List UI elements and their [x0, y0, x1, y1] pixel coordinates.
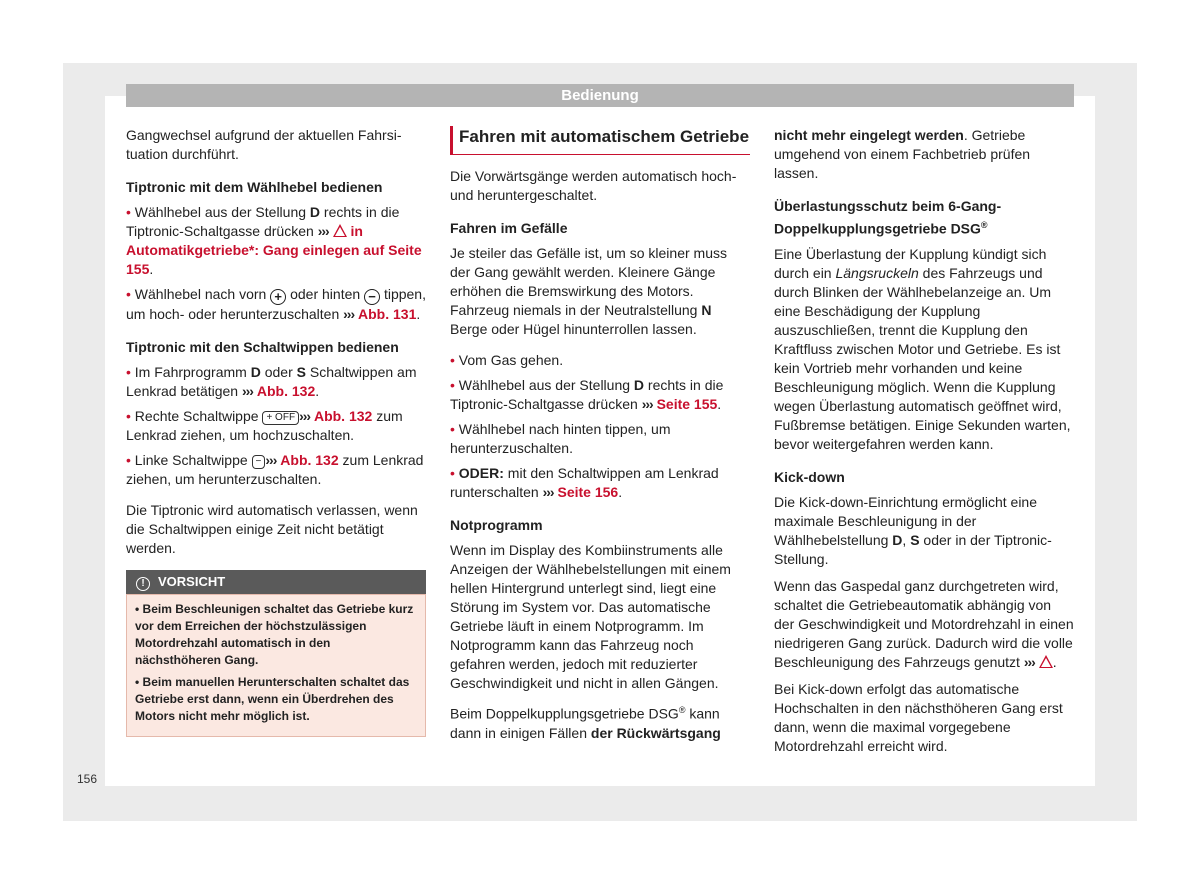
column-right — [774, 126, 1074, 764]
subheading: Notprogramm — [450, 517, 543, 533]
bullet-icon: • — [135, 675, 140, 689]
reference-arrow-icon: ››› — [317, 223, 329, 239]
page-reference-link[interactable]: Seite 155 — [656, 396, 718, 412]
list-item: • Rechte Schaltwippe + OFF ››› Abb. 132 zum Lenkrad ziehen, um hochzuschalten. — [126, 408, 403, 443]
figure-reference-link[interactable]: Abb. 132 — [313, 408, 373, 424]
paragraph: nicht mehr eingelegt werden. Getriebe umgehend von einem Fachbetrieb prüfen lassen. — [774, 127, 1031, 181]
paragraph: Eine Überlastung der Kupplung kündigt sich durch ein Längsruckeln des Fahrzeugs und durch Blinken der Wählhebelanzeige an. Um eine Beschädigung der Kupplung auszuschließen, trennt die Kupplung den Kraftfluss zwischen Motor und Getriebe. Es ist kein Vortrieb mehr vorhanden und keine Beschleunigung möglich. Wenn die Kupplung wegen Überlastung automatisch geöffnet wird, Fußbremse betätigen. Einige Sekunden warten, bevor weitergefahren werden kann. — [774, 245, 1071, 452]
caution-box — [126, 570, 426, 737]
caution-icon: ! — [136, 577, 150, 591]
paragraph: Beim Doppelkupplungsgetriebe DSG® kann dann in einigen Fällen der Rückwärtsgang — [450, 705, 721, 741]
paddle-minus-icon: − — [252, 455, 266, 469]
list-item: • Wählhebel aus der Stellung D rechts in die Tiptronic-Schaltgasse drücken ››› in Automatikgetriebe*: Gang einlegen auf Seite 155. — [126, 204, 422, 277]
list-item: • Wählhebel nach vorn + oder hinten − tippen, um hoch- oder herunterzuschalten ››› Abb. 131. — [126, 286, 426, 322]
reference-arrow-icon: ››› — [343, 306, 355, 322]
reference-arrow-icon: ››› — [641, 396, 653, 412]
reference-arrow-icon: ››› — [299, 408, 311, 424]
reference-arrow-icon: ››› — [1023, 653, 1035, 670]
column-left — [126, 126, 430, 737]
minus-circle-icon: − — [364, 289, 380, 305]
section-header: Bedienung — [126, 84, 1074, 107]
reference-arrow-icon: ››› — [241, 383, 253, 399]
list-item: • Vom Gas gehen. — [450, 352, 564, 368]
subheading: Überlastungsschutz beim 6-Gang-Doppelkupplungsgetriebe DSG® — [774, 198, 1002, 237]
bullet-icon: • — [450, 352, 455, 368]
list-item: • ODER: mit den Schaltwippen am Lenkrad runterschalten ››› Seite 156. — [450, 465, 719, 500]
column-middle — [450, 126, 750, 751]
page-number: 156 — [77, 772, 98, 786]
paragraph: Die Tiptronic wird automatisch verlassen, wenn die Schaltwippen einige Zeit nicht betätigt werden. — [126, 502, 418, 556]
page-reference-link[interactable]: Seite 156 — [557, 484, 619, 500]
paragraph: Bei Kick-down erfolgt das automatische Hochschalten in den nächsthöheren Gang erst dann, wenn die maximal vorgegebene Motordrehzahl erreicht wird. — [774, 680, 1063, 754]
bullet-icon: • — [126, 364, 131, 380]
paragraph: Die Vorwärtsgänge werden automatisch hoch- und heruntergeschaltet. — [450, 168, 737, 203]
paddle-plus-off-icon: + OFF — [262, 411, 299, 425]
page-reference-link[interactable]: in Automatikgetriebe*: Gang einlegen auf Seite 155 — [126, 223, 422, 277]
figure-reference-link[interactable]: Abb. 131 — [358, 306, 417, 322]
list-item: • Wählhebel aus der Stellung D rechts in die Tiptronic-Schaltgasse drücken ››› Seite 155. — [450, 377, 724, 412]
caution-item: • Beim Beschleunigen schaltet das Getriebe kurz vor dem Erreichen der höchstzulässigen Motordrehzahl automatisch in den nächsthöheren Gang. — [135, 602, 414, 667]
paragraph: Je steiler das Gefälle ist, um so kleiner muss der Gang gewählt werden. Kleinere Gänge erhöhen die Bremswirkung des Motors. Fahrzeug niemals in der Neutralstellung N Berge oder Hügel hinunterrollen lassen. — [450, 245, 727, 337]
warning-triangle-icon — [333, 224, 347, 237]
paragraph: Die Kick-down-Einrichtung ermöglicht eine maximale Beschleunigung in der Wählhebelstellung D, S oder in der Tiptronic-Stellung. — [774, 493, 1052, 567]
subheading: Tiptronic mit dem Wählhebel bedienen — [126, 179, 383, 195]
reference-arrow-icon: ››› — [542, 484, 554, 500]
caution-body — [126, 594, 426, 737]
paragraph: Gangwechsel aufgrund der aktuellen Fahrsituation durchführt. — [126, 127, 402, 162]
list-item: • Linke Schaltwippe − ››› Abb. 132 zum Lenkrad ziehen, um herunterzuschalten. — [126, 452, 424, 487]
paragraph: Wenn im Display des Kombiinstruments alle Anzeigen der Wählhebelstellungen mit einem hellen Hintergrund unterlegt sind, liegt eine Störung im System vor. Das automatische Getriebe läuft in einem Notprogramm. Im Notprogramm kann das Fahrzeug noch gefahren werden, jedoch mit reduzierter Geschwindigkeit und nicht in allen Gängen. — [450, 542, 731, 691]
subheading: Kick-down — [774, 468, 845, 485]
reference-arrow-icon: ››› — [265, 452, 277, 468]
bullet-icon: • — [126, 408, 131, 424]
warning-triangle-icon — [1039, 655, 1053, 668]
bullet-icon: • — [135, 602, 140, 616]
list-item: • Wählhebel nach hinten tippen, um herunterzuschalten. — [450, 421, 671, 456]
bullet-icon: • — [450, 377, 455, 393]
list-item: • Im Fahrprogramm D oder S Schaltwippen am Lenkrad betätigen ››› Abb. 132. — [126, 364, 417, 399]
subheading: Tiptronic mit den Schaltwippen bedienen — [126, 339, 399, 355]
figure-reference-link[interactable]: Abb. 132 — [256, 383, 316, 399]
caution-item: • Beim manuellen Herunterschalten schaltet das Getriebe erst dann, wenn ein Überdrehen des Motors nicht mehr möglich ist. — [135, 675, 410, 723]
caution-header: ! VORSICHT — [126, 570, 426, 594]
paragraph: Wenn das Gaspedal ganz durchgetreten wird, schaltet die Getriebeautomatik abhängig von der Geschwindigkeit und Motordrehzahl in einen niedrigeren Gang zurück. Dadurch wird die volle Beschleunigung des Fahrzeugs genutzt ››› . — [774, 577, 1074, 670]
plus-circle-icon: + — [270, 289, 286, 305]
subheading: Fahren im Gefälle — [450, 220, 568, 236]
bullet-icon: • — [126, 204, 131, 220]
bullet-icon: • — [450, 465, 455, 481]
bullet-icon: • — [126, 452, 131, 468]
figure-reference-link[interactable]: Abb. 132 — [280, 452, 339, 468]
section-title: Fahren mit automatischem Getriebe — [450, 126, 750, 155]
bullet-icon: • — [126, 286, 131, 302]
bullet-icon: • — [450, 421, 455, 437]
